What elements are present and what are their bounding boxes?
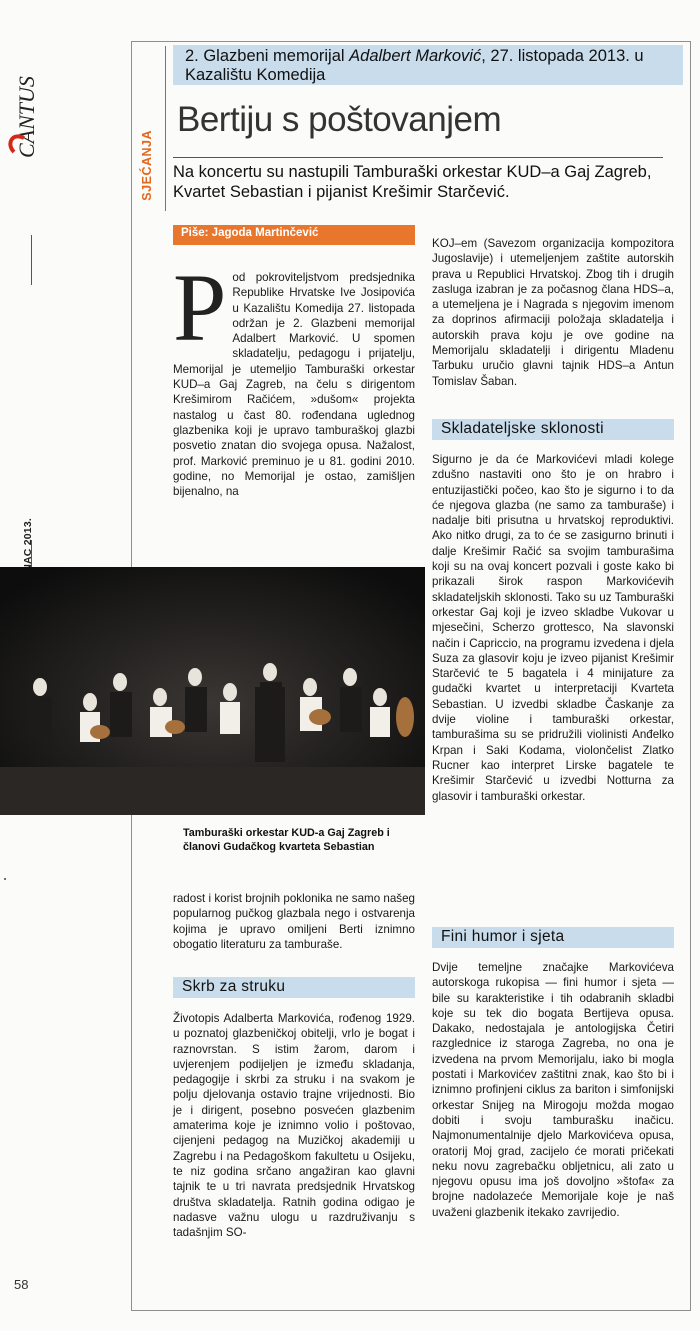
issue-info <box>22 300 42 530</box>
subheadline: Na koncertu su nastupili Tamburaški orkestar KUD–a Gaj Zagreb, Kvartet Sebastian i pijanist Krešimir Starčević. <box>173 163 652 201</box>
intro-paragraph: od pokroviteljstvom predsjednika Republike Hrvatske Ive Josipovića u Kazalištu Komedija 27. listopada održan je 2. Glazbeni memorijal Adalbert Marković. U spomen skladatelju, pedagogu i prijatelju, Memorijal je utemeljio Tamburaški orkestar KUD–a Gaj Zagreb, na čelu s dirigentom Krešimirom Račićem, »dušom« projekta nastalog u čast 80. rođendana uglednog glazbenika koji je upravo tamburaškoj glazbi posvetio znatan dio svojega opusa. Nažalost, prof. Marković preminuo je u 81. godini 2010. godine, no Memorijal je ostao, zamišljen bijenalno, na <box>173 271 415 499</box>
body-column-2-humor: Dvije temeljne značajke Markovićeva autorskoga rukopisa — fini humor i sjeta — bile su karakteristike i tih odabranih skladbi koje su tek dio bogata Bertijeva opusa. Dakako, nedostajala je antologijska Četiri razglednice iz staroga Zagreba, no ona je izvedena na prvom Memorijalu, iako bi mogla postati i Markovićev zaštitni znak, kao što bi i iznimno profinjeni ciklus za bariton i simfonijski orkestar Snijeg na Mirogoju možda mogao dobiti i svoju tamburašku inačicu. Najmonumentalnije djelo Markovićeva opusa, oratorij Moj grad, zacijelo će morati pričekati neku novu zagrebačku obljetnicu, ali zato u njegovu opusu ima još dovoljno »štofa« za brojne nadolazeće Memorijale koje je naš uvaženi glazbenik itekako zavrijedio. <box>432 961 674 1219</box>
body-column-2-intro: KOJ–em (Savezom organizacija kompozitora Jugoslavije) i utemeljenjem zaštite autorskih prava u Republici Hrvatskoj. Zbog tih i drugih zasluga izabran je za počasnog člana HDS–a, a utemeljena je i Nagrada s njegovim imenom za doprinos afirmaciji položaja skladatelja i autorskih prava koju je ove godine na Memorijalu skladatelji i dirigentu Mladenu Tarbuku uručio glavni tajnik HDS–a Antun Tomislav Šaban. <box>432 237 674 388</box>
section-heading-fini-humor: Fini humor i sjeta <box>432 927 674 948</box>
photo-caption: Tamburaški orkestar KUD-a Gaj Zagreb i članovi Gudačkog kvarteta Sebastian <box>183 827 390 853</box>
drop-cap: P <box>173 254 227 361</box>
margin-dot <box>4 878 6 880</box>
page-number: 58 <box>14 1277 29 1292</box>
section-heading-skladateljske: Skladateljske sklonosti <box>432 419 674 440</box>
margin-rule-bottom <box>31 540 32 570</box>
section-heading-skrb: Skrb za struku <box>173 977 415 998</box>
body-column-2-sklonosti: Sigurno je da će Markovićevi mladi kolege zdušno nastaviti ono što je on hrabro i entuzijastički počeo, kao što je sigurno i to da će njegova glazba (ne samo za tamburaše) i nadalje biti prisutna u hrvatskoj reproduktivi. Ako nitko drugi, za to će se zasigurno brinuti i dalje Krešimir Račić sa svojim tamburašima koji su na ovaj koncert pozvali i goste kako bi prikazali širok raspon Markovićevih skladateljskih sklonosti. Tako su uz Tamburaški orkestar Gaj koji je izveo skladbe Vukovar u mjesečini, Scherzo grottesco, Na slavonski način i Capriccio, na programu izvedena i djela Suza za glasovir koju je izveo pijanist Krešimir Starčević te 5 bagatela i 4 minijature za gudački kvartet u interpretaciji Kvarteta Sebastian. U izvedbi skladbe Časkanje za dvije violine i tamburaški orkestar, tamburašima su se pridružili violinisti Anđelko Krpan i Saki Kodama, violončelist Zlatko Rucner kao interpret Lirske bagatele te Krešimir Starčević u izvedbi Notturna za glasovir i tamburaški orkestar. <box>432 453 674 803</box>
headline: Bertiju s poštovanjem <box>177 100 502 139</box>
body-column-1-bio: Životopis Adalberta Markovića, rođenog 1929. u poznatoj glazbeničkoj obitelji, vrlo je bogat i raznovrstan. S istim žarom, darom i uvjerenjem podijeljen je između skladanja, pedagogije i skrbi za struku i na svakom je polju djelovanja ostavio trajne vrijednosti. Bio je i dirigent, posebno posvećen glazbenim amaterima koje je iznimno volio i poštovao, cijenjeni pedagog na Muzičkoj akademiji u Zagrebu i na Pedagoškom fakultetu u Osijeku, te niz godina srčano angažiran kao glavni tajnik te u tri navrata predsjednik Hrvatskog društva skladatelja. Ratnih godina odigao je nadasve važnu ulogu u razdruživanju s tadašnjim SO- <box>173 1012 415 1240</box>
cantus-logo-text: CANTUS <box>14 76 39 158</box>
cantus-logo <box>8 48 42 160</box>
body-column-1-continued: radost i korist brojnih poklonika ne samo našeg popularnog pučkog glazbala nego i ostvarenja kojima je upravo omiljeni Berti iznimno obogatio literaturu za tamburaše. <box>173 892 415 951</box>
margin-rule-top <box>31 235 32 285</box>
headline-rule <box>173 157 663 158</box>
section-rule <box>165 46 166 211</box>
event-banner-text: 2. Glazbeni memorijal Adalbert Marković, 27. listopada 2013. u Kazalištu Komedija <box>185 47 644 84</box>
body-column-1-intro <box>173 254 415 499</box>
section-label: SJEĆANJA <box>140 130 154 201</box>
concert-photo <box>0 567 425 815</box>
author-byline: Piše: Jagoda Martinčević <box>181 227 319 239</box>
